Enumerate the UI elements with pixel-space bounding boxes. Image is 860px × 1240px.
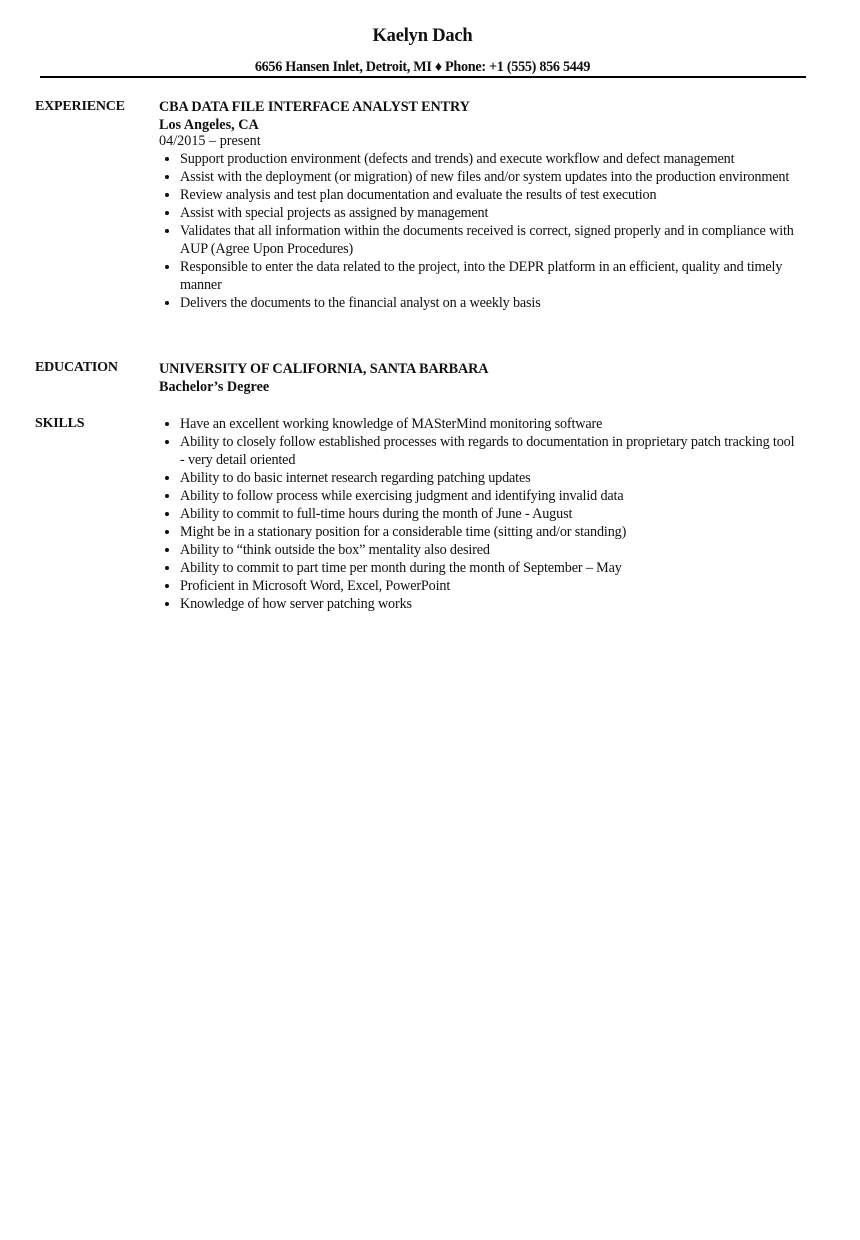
candidate-name: Kaelyn Dach	[372, 26, 473, 46]
bullet-text: Support production environment (defects and trends) and execute workflow and defect management	[180, 151, 735, 167]
list-item	[159, 415, 799, 433]
school-name: UNIVERSITY OF CALIFORNIA, SANTA BARBARA	[159, 361, 489, 377]
job-location: Los Angeles, CA	[159, 117, 259, 133]
contact-info: 6656 Hansen Inlet, Detroit, MI ♦ Phone: +1 (555) 856 5449	[254, 59, 591, 75]
experience-bullets	[159, 150, 799, 312]
bullet-icon	[165, 301, 169, 305]
job-dates: 04/2015 – present	[159, 133, 261, 149]
bullet-text: Ability to closely follow established processes with regards to documentation in proprietary patch tracking tool - very detail oriented	[180, 434, 795, 468]
bullet-icon	[165, 229, 169, 233]
bullet-text: Ability to do basic internet research regarding patching updates	[180, 470, 531, 486]
experience-section	[159, 98, 819, 312]
bullet-icon	[165, 584, 169, 588]
bullet-text: Validates that all information within the documents received is correct, signed properly and in compliance with AUP (Agree Upon Procedures)	[180, 223, 794, 257]
education-section	[159, 360, 819, 396]
bullet-text: Review analysis and test plan documentation and evaluate the results of test execution	[180, 187, 657, 203]
bullet-icon	[165, 512, 169, 516]
list-item	[159, 559, 799, 577]
bullet-text: Proficient in Microsoft Word, Excel, PowerPoint	[180, 578, 451, 594]
bullet-text: Might be in a stationary position for a considerable time (sitting and/or standing)	[180, 524, 627, 540]
list-item	[159, 595, 799, 613]
bullet-icon	[165, 476, 169, 480]
list-item	[159, 222, 799, 258]
list-item	[159, 186, 799, 204]
bullet-icon	[165, 440, 169, 444]
bullet-icon	[165, 265, 169, 269]
list-item	[159, 168, 799, 186]
list-item	[159, 294, 799, 312]
list-item	[159, 541, 799, 559]
section-label-skills: SKILLS	[35, 416, 85, 431]
section-label-education: EDUCATION	[35, 360, 118, 375]
skills-section	[159, 415, 819, 613]
header-divider	[40, 76, 806, 78]
list-item	[159, 577, 799, 595]
bullet-icon	[165, 566, 169, 570]
list-item	[159, 258, 799, 294]
bullet-text: Ability to “think outside the box” mentality also desired	[180, 542, 490, 558]
list-item	[159, 433, 799, 469]
skills-bullets	[159, 415, 799, 613]
bullet-text: Ability to commit to part time per month during the month of September – May	[180, 560, 622, 576]
list-item	[159, 204, 799, 222]
bullet-icon	[165, 494, 169, 498]
job-title: CBA DATA FILE INTERFACE ANALYST ENTRY	[159, 99, 470, 115]
bullet-text: Ability to follow process while exercising judgment and identifying invalid data	[180, 488, 624, 504]
bullet-text: Ability to commit to full-time hours during the month of June - August	[180, 506, 573, 522]
list-item	[159, 150, 799, 168]
degree: Bachelor’s Degree	[159, 379, 270, 395]
list-item	[159, 523, 799, 541]
bullet-icon	[165, 602, 169, 606]
bullet-text: Have an excellent working knowledge of MASterMind monitoring software	[180, 416, 603, 432]
bullet-icon	[165, 193, 169, 197]
bullet-icon	[165, 530, 169, 534]
bullet-icon	[165, 175, 169, 179]
bullet-icon	[165, 211, 169, 215]
list-item	[159, 505, 799, 523]
bullet-icon	[165, 548, 169, 552]
list-item	[159, 487, 799, 505]
list-item	[159, 469, 799, 487]
bullet-text: Assist with the deployment (or migration) of new files and/or system updates into the production environment	[180, 169, 790, 185]
bullet-icon	[165, 422, 169, 426]
bullet-text: Assist with special projects as assigned by management	[180, 205, 489, 221]
section-label-experience: EXPERIENCE	[35, 99, 125, 114]
bullet-text: Responsible to enter the data related to the project, into the DEPR platform in an efficient, quality and timely manner	[180, 259, 783, 293]
bullet-text: Delivers the documents to the financial analyst on a weekly basis	[180, 295, 541, 311]
bullet-icon	[165, 157, 169, 161]
bullet-text: Knowledge of how server patching works	[180, 596, 412, 612]
